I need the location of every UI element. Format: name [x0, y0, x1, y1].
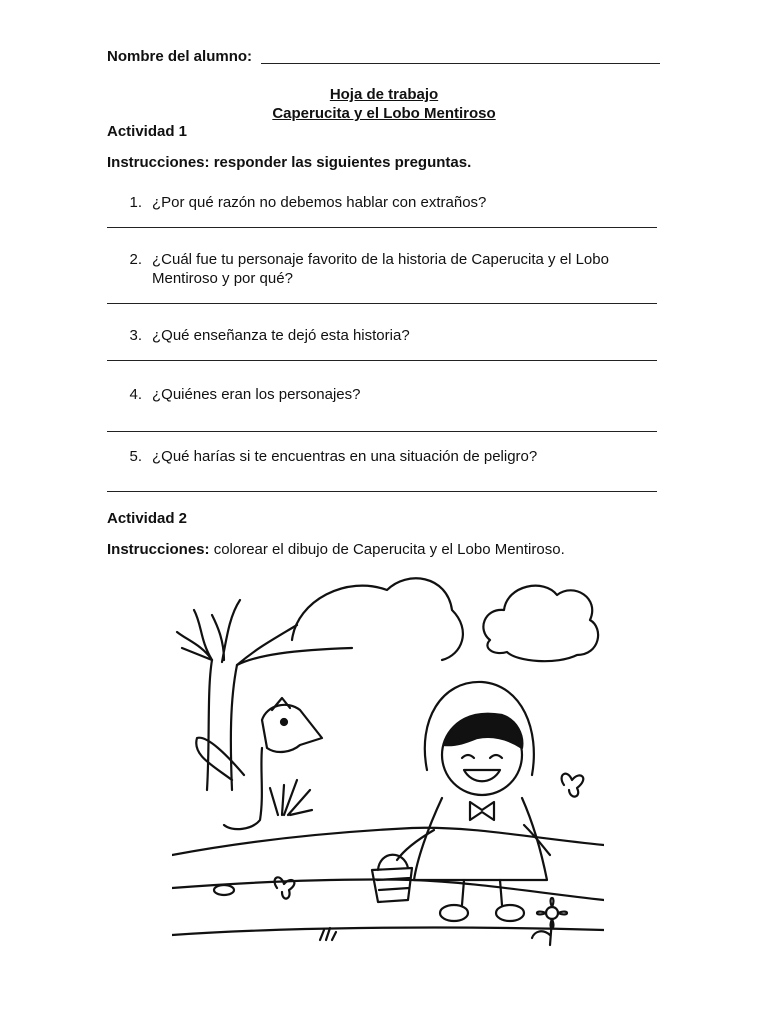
- question-number: 2.: [129, 251, 142, 268]
- student-name-answer-line[interactable]: [261, 63, 660, 64]
- question-text-continued: Mentiroso y por qué?: [152, 270, 293, 287]
- rock-icon: [214, 885, 234, 895]
- answer-line-5[interactable]: [107, 491, 657, 492]
- tree-trunk: [207, 660, 237, 790]
- instructions-text: colorear el dibujo de Caperucita y el Lobo Mentiroso.: [209, 541, 565, 558]
- student-name-label: Nombre del alumno:: [107, 48, 253, 65]
- girl-smile: [464, 770, 500, 781]
- grass-icon: [320, 928, 336, 940]
- wolf-eye: [281, 719, 287, 725]
- page-subtitle: Caperucita y el Lobo Mentiroso: [272, 105, 496, 122]
- question-text: ¿Qué enseñanza te dejó esta historia?: [152, 327, 410, 344]
- question-number: 4.: [129, 386, 142, 403]
- instructions-label: Instrucciones:: [107, 541, 210, 558]
- girl-arm-left: [397, 830, 434, 860]
- grass-icon: [270, 780, 312, 815]
- question-text: ¿Cuál fue tu personaje favorito de la historia de Caperucita y el Lobo: [152, 251, 609, 268]
- activity-1-instructions: Instrucciones: responder las siguientes preguntas.: [107, 154, 472, 171]
- basket-icon: [372, 855, 412, 902]
- question-text: ¿Qué harías si te encuentras en una situación de peligro?: [152, 448, 538, 465]
- girl-bow: [470, 802, 494, 820]
- butterfly-icon: [562, 774, 584, 797]
- girl-arm-right: [524, 825, 550, 855]
- bush-outline: [292, 578, 463, 660]
- page-title: Hoja de trabajo: [329, 86, 439, 103]
- flower-icon: [546, 907, 558, 919]
- answer-line-1[interactable]: [107, 227, 657, 228]
- question-number: 1.: [129, 194, 142, 211]
- question-number: 3.: [129, 327, 142, 344]
- flower-stem: [532, 919, 552, 945]
- wolf-tail: [196, 738, 244, 780]
- activity-1-heading: Actividad 1: [107, 123, 188, 140]
- question-number: 5.: [129, 448, 142, 465]
- answer-line-4[interactable]: [107, 431, 657, 432]
- girl-shoe-right: [496, 905, 524, 921]
- answer-line-3[interactable]: [107, 360, 657, 361]
- question-text: ¿Por qué razón no debemos hablar con extraños?: [152, 194, 487, 211]
- cloud-icon: [483, 586, 598, 661]
- girl-hair: [444, 714, 522, 748]
- wolf-head: [262, 705, 322, 752]
- activity-2-instructions: [107, 540, 565, 559]
- question-text: ¿Quiénes eran los personajes?: [152, 386, 361, 403]
- activity-2-heading: Actividad 2: [107, 510, 188, 527]
- tree-branches: [177, 600, 352, 665]
- answer-line-2[interactable]: [107, 303, 657, 304]
- girl-eyes: [462, 755, 502, 758]
- coloring-illustration[interactable]: [172, 570, 604, 954]
- girl-shoe-left: [440, 905, 468, 921]
